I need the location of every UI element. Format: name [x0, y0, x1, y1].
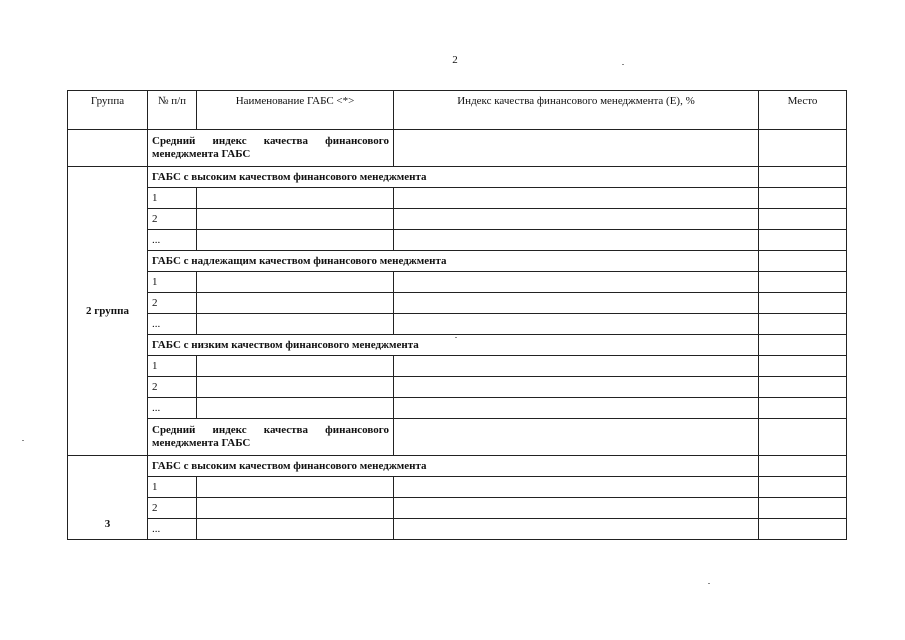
row-number: 1	[148, 356, 197, 377]
row-number: ...	[148, 519, 197, 540]
name-cell	[197, 230, 394, 251]
table-header-row	[68, 91, 847, 130]
table-row	[68, 293, 847, 314]
table-row	[68, 356, 847, 377]
name-cell	[197, 519, 394, 540]
quality-index-table	[67, 90, 847, 540]
place-cell	[759, 272, 847, 293]
table-row	[68, 419, 847, 456]
index-cell	[394, 272, 759, 293]
subheader-high-quality: ГАБС с высоким качеством финансового менеджмента	[148, 167, 759, 188]
place-cell	[759, 167, 847, 188]
table-row	[68, 272, 847, 293]
name-cell	[197, 356, 394, 377]
place-cell	[759, 209, 847, 230]
place-cell	[759, 456, 847, 477]
group-1-cell	[68, 130, 148, 167]
place-cell	[759, 251, 847, 272]
index-cell	[394, 314, 759, 335]
header-index: Индекс качества финансового менеджмента (E), %	[394, 91, 759, 130]
place-cell	[759, 130, 847, 167]
row-number: 1	[148, 272, 197, 293]
table-row	[68, 230, 847, 251]
header-number: № п/п	[148, 91, 197, 130]
table-row	[68, 130, 847, 167]
name-cell	[197, 293, 394, 314]
row-number: 1	[148, 188, 197, 209]
place-cell	[759, 230, 847, 251]
index-cell	[394, 498, 759, 519]
index-cell	[394, 209, 759, 230]
place-cell	[759, 398, 847, 419]
scan-speck	[455, 337, 457, 338]
group-2-cell: 2 группа	[68, 167, 148, 456]
table-row	[68, 167, 847, 188]
place-cell	[759, 377, 847, 398]
index-cell	[394, 188, 759, 209]
place-cell	[759, 519, 847, 540]
subheader-adequate-quality: ГАБС с надлежащим качеством финансового менеджмента	[148, 251, 759, 272]
table-row	[68, 519, 847, 540]
place-cell	[759, 293, 847, 314]
average-index-label: Средний индекс качества финансового менеджмента ГАБС	[148, 130, 394, 167]
name-cell	[197, 477, 394, 498]
row-number: 2	[148, 293, 197, 314]
index-cell	[394, 419, 759, 456]
group-3-cell: 3	[68, 456, 148, 540]
table-row	[68, 251, 847, 272]
name-cell	[197, 398, 394, 419]
subheader-high-quality: ГАБС с высоким качеством финансового менеджмента	[148, 456, 759, 477]
header-place: Место	[759, 91, 847, 130]
index-cell	[394, 519, 759, 540]
name-cell	[197, 314, 394, 335]
row-number: ...	[148, 314, 197, 335]
index-cell	[394, 230, 759, 251]
table-row	[68, 314, 847, 335]
table-row	[68, 477, 847, 498]
name-cell	[197, 272, 394, 293]
place-cell	[759, 498, 847, 519]
table-row	[68, 398, 847, 419]
place-cell	[759, 477, 847, 498]
table-row	[68, 209, 847, 230]
name-cell	[197, 209, 394, 230]
row-number: ...	[148, 398, 197, 419]
table-row	[68, 377, 847, 398]
header-name: Наименование ГАБС <*>	[197, 91, 394, 130]
place-cell	[759, 314, 847, 335]
index-cell	[394, 477, 759, 498]
table-row	[68, 456, 847, 477]
average-index-label: Средний индекс качества финансового менеджмента ГАБС	[148, 419, 394, 456]
place-cell	[759, 419, 847, 456]
place-cell	[759, 335, 847, 356]
page-number: 2	[452, 54, 458, 66]
row-number: 1	[148, 477, 197, 498]
row-number: ...	[148, 230, 197, 251]
name-cell	[197, 377, 394, 398]
index-cell	[394, 398, 759, 419]
scan-speck	[622, 64, 624, 65]
table-row	[68, 188, 847, 209]
name-cell	[197, 498, 394, 519]
place-cell	[759, 188, 847, 209]
index-cell	[394, 293, 759, 314]
row-number: 2	[148, 498, 197, 519]
subheader-low-quality: ГАБС с низким качеством финансового менеджмента	[148, 335, 759, 356]
header-group: Группа	[68, 91, 148, 130]
name-cell	[197, 188, 394, 209]
scan-speck	[22, 440, 24, 441]
place-cell	[759, 356, 847, 377]
index-cell	[394, 130, 759, 167]
row-number: 2	[148, 377, 197, 398]
row-number: 2	[148, 209, 197, 230]
table-row	[68, 498, 847, 519]
index-cell	[394, 377, 759, 398]
table-row	[68, 335, 847, 356]
scan-speck	[708, 583, 710, 584]
index-cell	[394, 356, 759, 377]
